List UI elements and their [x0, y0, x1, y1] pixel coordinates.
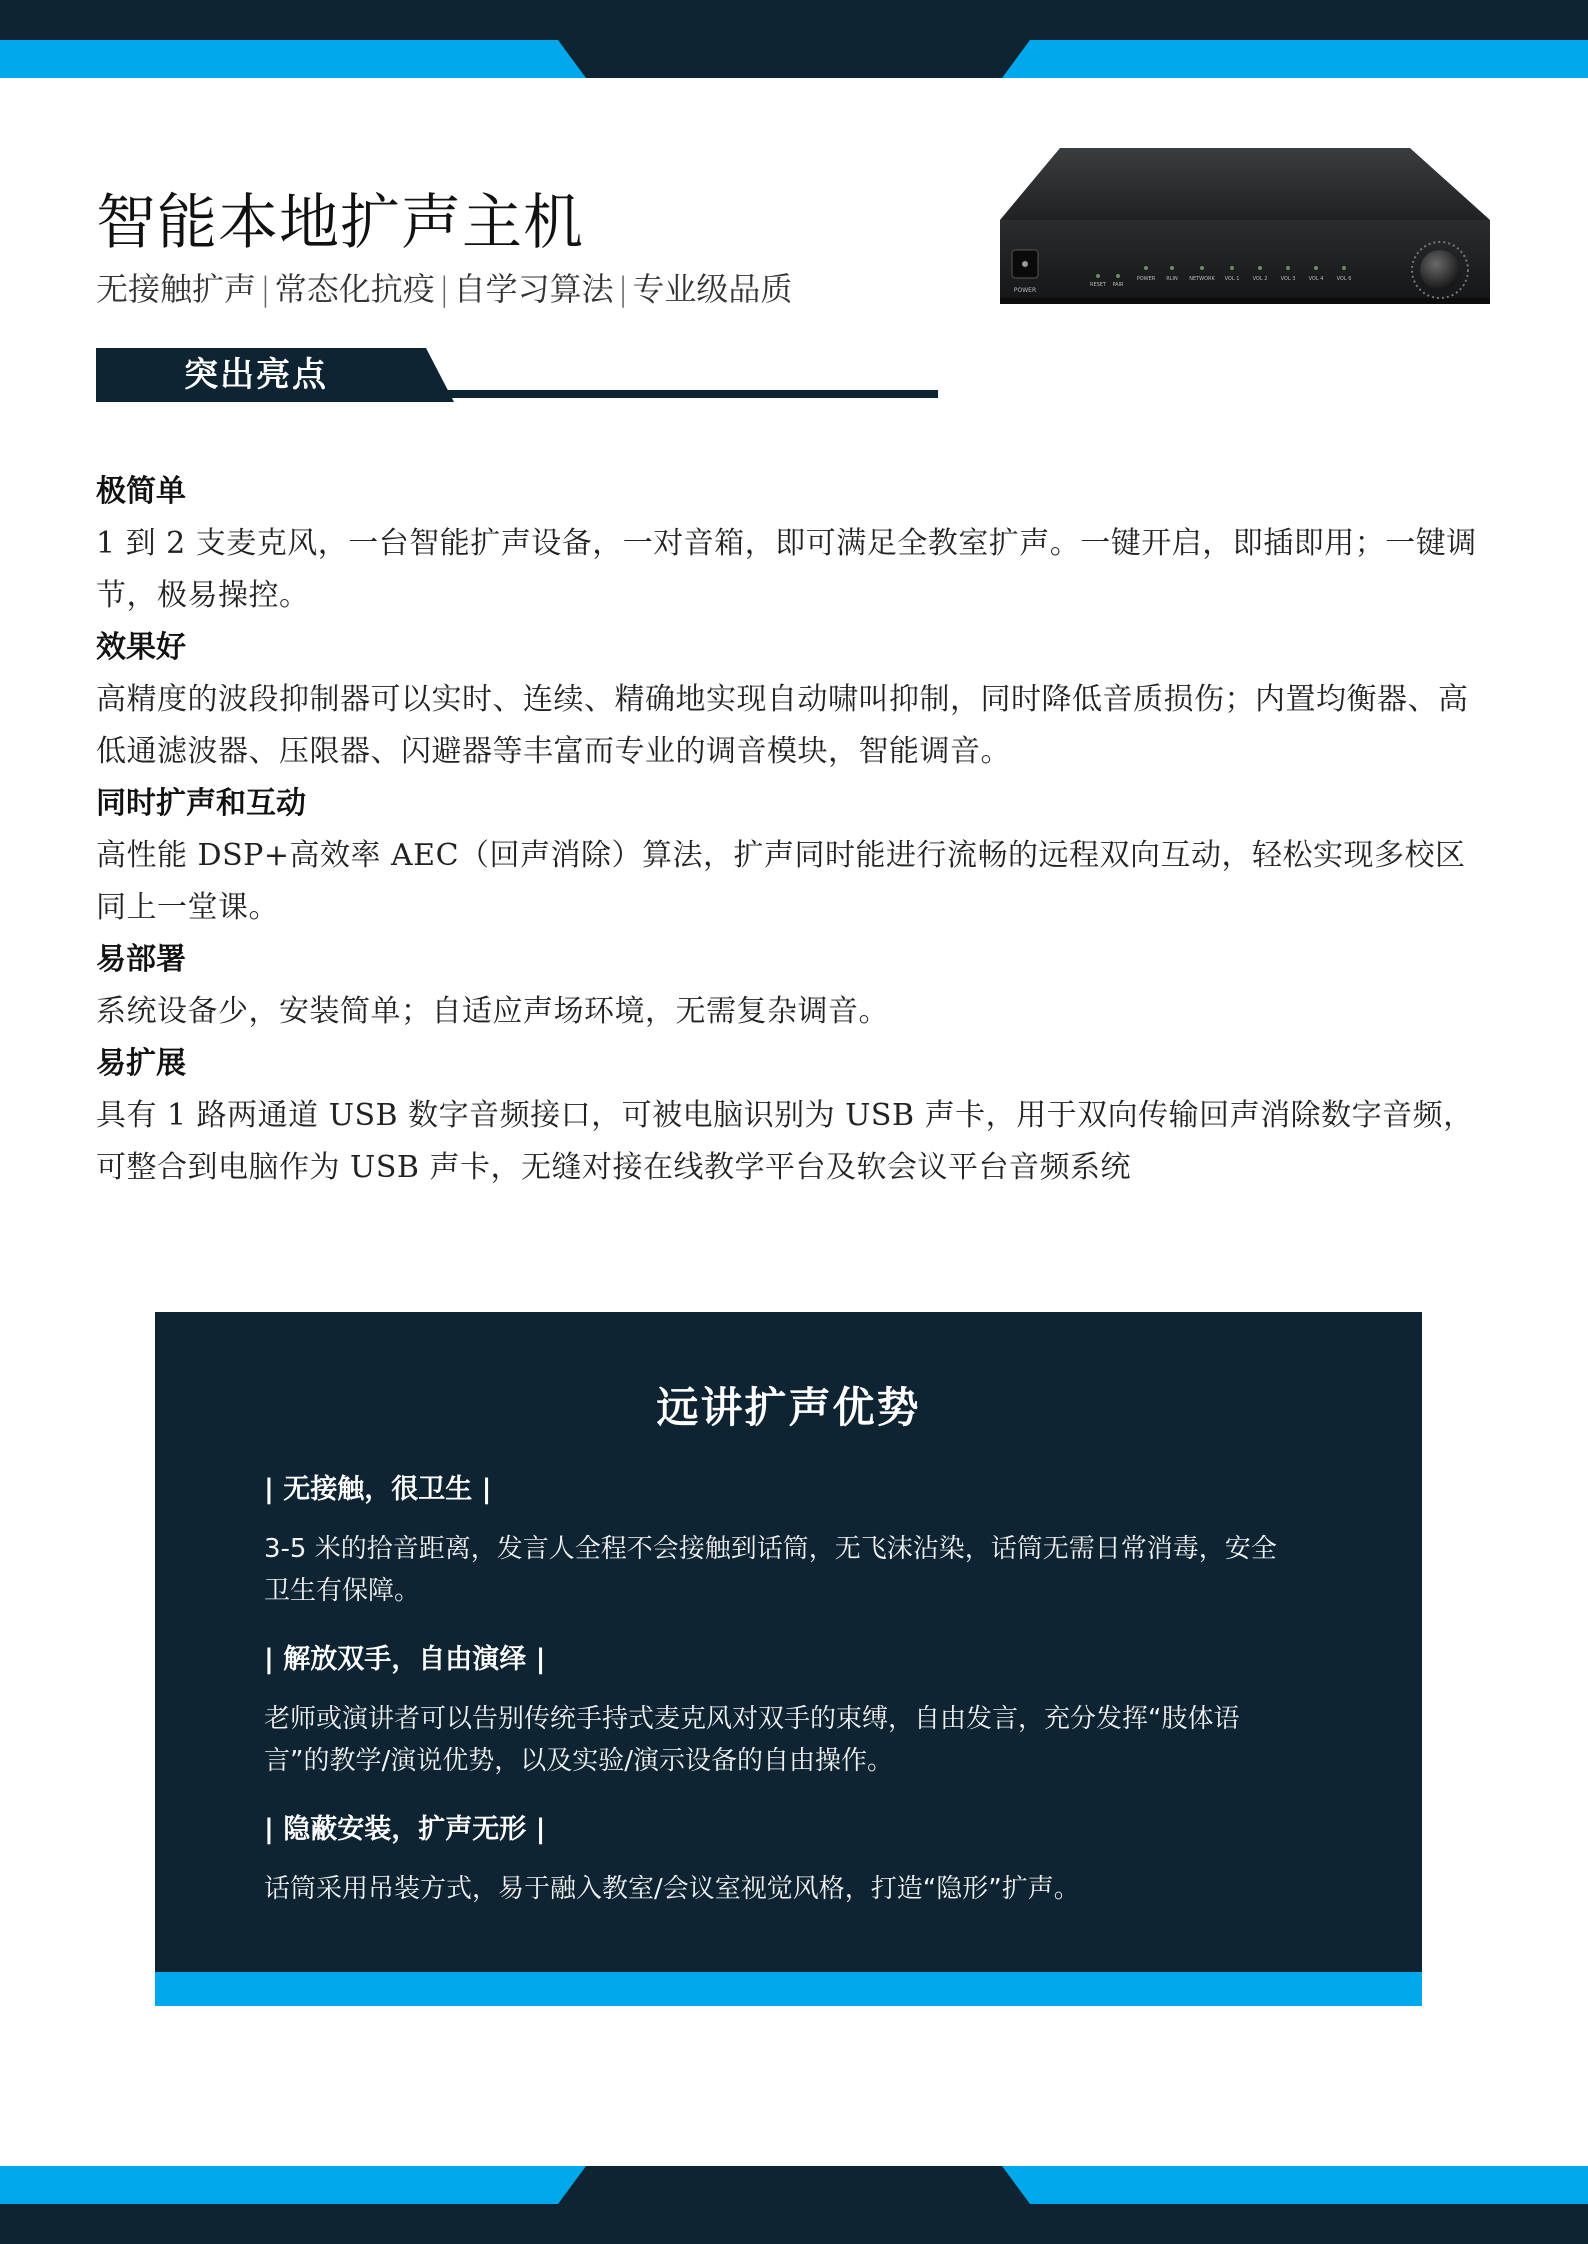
advantage-item	[264, 1640, 1284, 1782]
device-label: VOL 4	[1308, 276, 1324, 282]
device-label: VOL 1	[1224, 276, 1240, 282]
advantage-heading: | 无接触，很卫生 |	[264, 1474, 492, 1505]
header-band	[0, 0, 1588, 80]
feature-item	[96, 782, 1496, 934]
page-title: 智能本地扩声主机	[96, 188, 584, 258]
product-device-image	[990, 140, 1490, 320]
feature-heading: 易部署	[96, 942, 186, 977]
device-label: VOL 2	[1252, 276, 1268, 282]
advantage-item	[264, 1470, 1284, 1612]
feature-heading: 效果好	[96, 630, 186, 665]
subtitle-item: 专业级品质	[632, 270, 793, 308]
footer-band	[0, 2164, 1588, 2244]
feature-text: 具有 1 路两通道 USB 数字音频接口，可被电脑识别为 USB 声卡，用于双向传输回声消除数字音频，可整合到电脑作为 USB 声卡，无缝对接在线教学平台及软会议平台音频系统	[96, 1098, 1474, 1185]
page-subtitle	[96, 268, 792, 310]
device-label: POWER	[1136, 276, 1156, 282]
advantages-title: 远讲扩声优势	[656, 1383, 921, 1432]
subtitle-item: 常态化抗疫	[274, 270, 435, 308]
advantages-accent-stripe	[155, 1972, 1422, 2006]
feature-item	[96, 470, 1496, 622]
advantage-text: 话筒采用吊装方式，易于融入教室/会议室视觉风格，打造“隐形”扩声。	[264, 1874, 1080, 1904]
advantage-text: 3-5 米的拾音距离，发言人全程不会接触到话筒，无飞沫沾染，话筒无需日常消毒，安全卫生有保障。	[264, 1534, 1277, 1606]
feature-text: 高性能 DSP+高效率 AEC（回声消除）算法，扩声同时能进行流畅的远程双向互动，轻松实现多校区同上一堂课。	[96, 838, 1466, 925]
device-label: VOL 3	[1280, 276, 1296, 282]
advantage-item	[264, 1810, 1284, 1910]
device-label: POWER	[1013, 287, 1037, 294]
feature-heading: 易扩展	[96, 1046, 186, 1081]
volume-knob-icon	[1420, 250, 1460, 290]
device-label: RESET	[1089, 282, 1107, 288]
subtitle-item: 无接触扩声	[96, 270, 257, 308]
feature-text: 高精度的波段抑制器可以实时、连续、精确地实现自动啸叫抑制，同时降低音质损伤；内置均衡器、高低通滤波器、压限器、闪避器等丰富而专业的调音模块，智能调音。	[96, 682, 1469, 769]
feature-list	[96, 470, 1496, 1198]
subtitle-separator: |	[438, 270, 450, 308]
device-label: VOL 6	[1336, 276, 1352, 282]
advantages-list	[264, 1470, 1284, 1938]
advantage-heading: | 隐蔽安装，扩声无形 |	[264, 1814, 546, 1845]
section-banner-title: 突出亮点	[184, 355, 328, 395]
feature-text: 1 到 2 支麦克风，一台智能扩声设备，一对音箱，即可满足全教室扩声。一键开启，即插即用；一键调节，极易操控。	[96, 526, 1477, 613]
advantage-heading: | 解放双手，自由演绎 |	[264, 1644, 546, 1675]
feature-item	[96, 626, 1496, 778]
feature-heading: 极简单	[96, 474, 186, 509]
feature-item	[96, 1042, 1496, 1194]
feature-item	[96, 938, 1496, 1038]
device-label: PAIR	[1112, 282, 1124, 288]
subtitle-separator: |	[617, 270, 629, 308]
subtitle-item: 自学习算法	[453, 270, 614, 308]
feature-heading: 同时扩声和互动	[96, 786, 306, 821]
device-label: NETWORK	[1189, 276, 1215, 282]
advantage-text: 老师或演讲者可以告别传统手持式麦克风对双手的束缚，自由发言，充分发挥“肢体语言”的教学/演说优势，以及实验/演示设备的自由操作。	[264, 1704, 1240, 1776]
feature-text: 系统设备少，安装简单；自适应声场环境，无需复杂调音。	[96, 994, 889, 1029]
device-label: RLIN	[1166, 276, 1178, 282]
subtitle-separator: |	[260, 270, 271, 308]
